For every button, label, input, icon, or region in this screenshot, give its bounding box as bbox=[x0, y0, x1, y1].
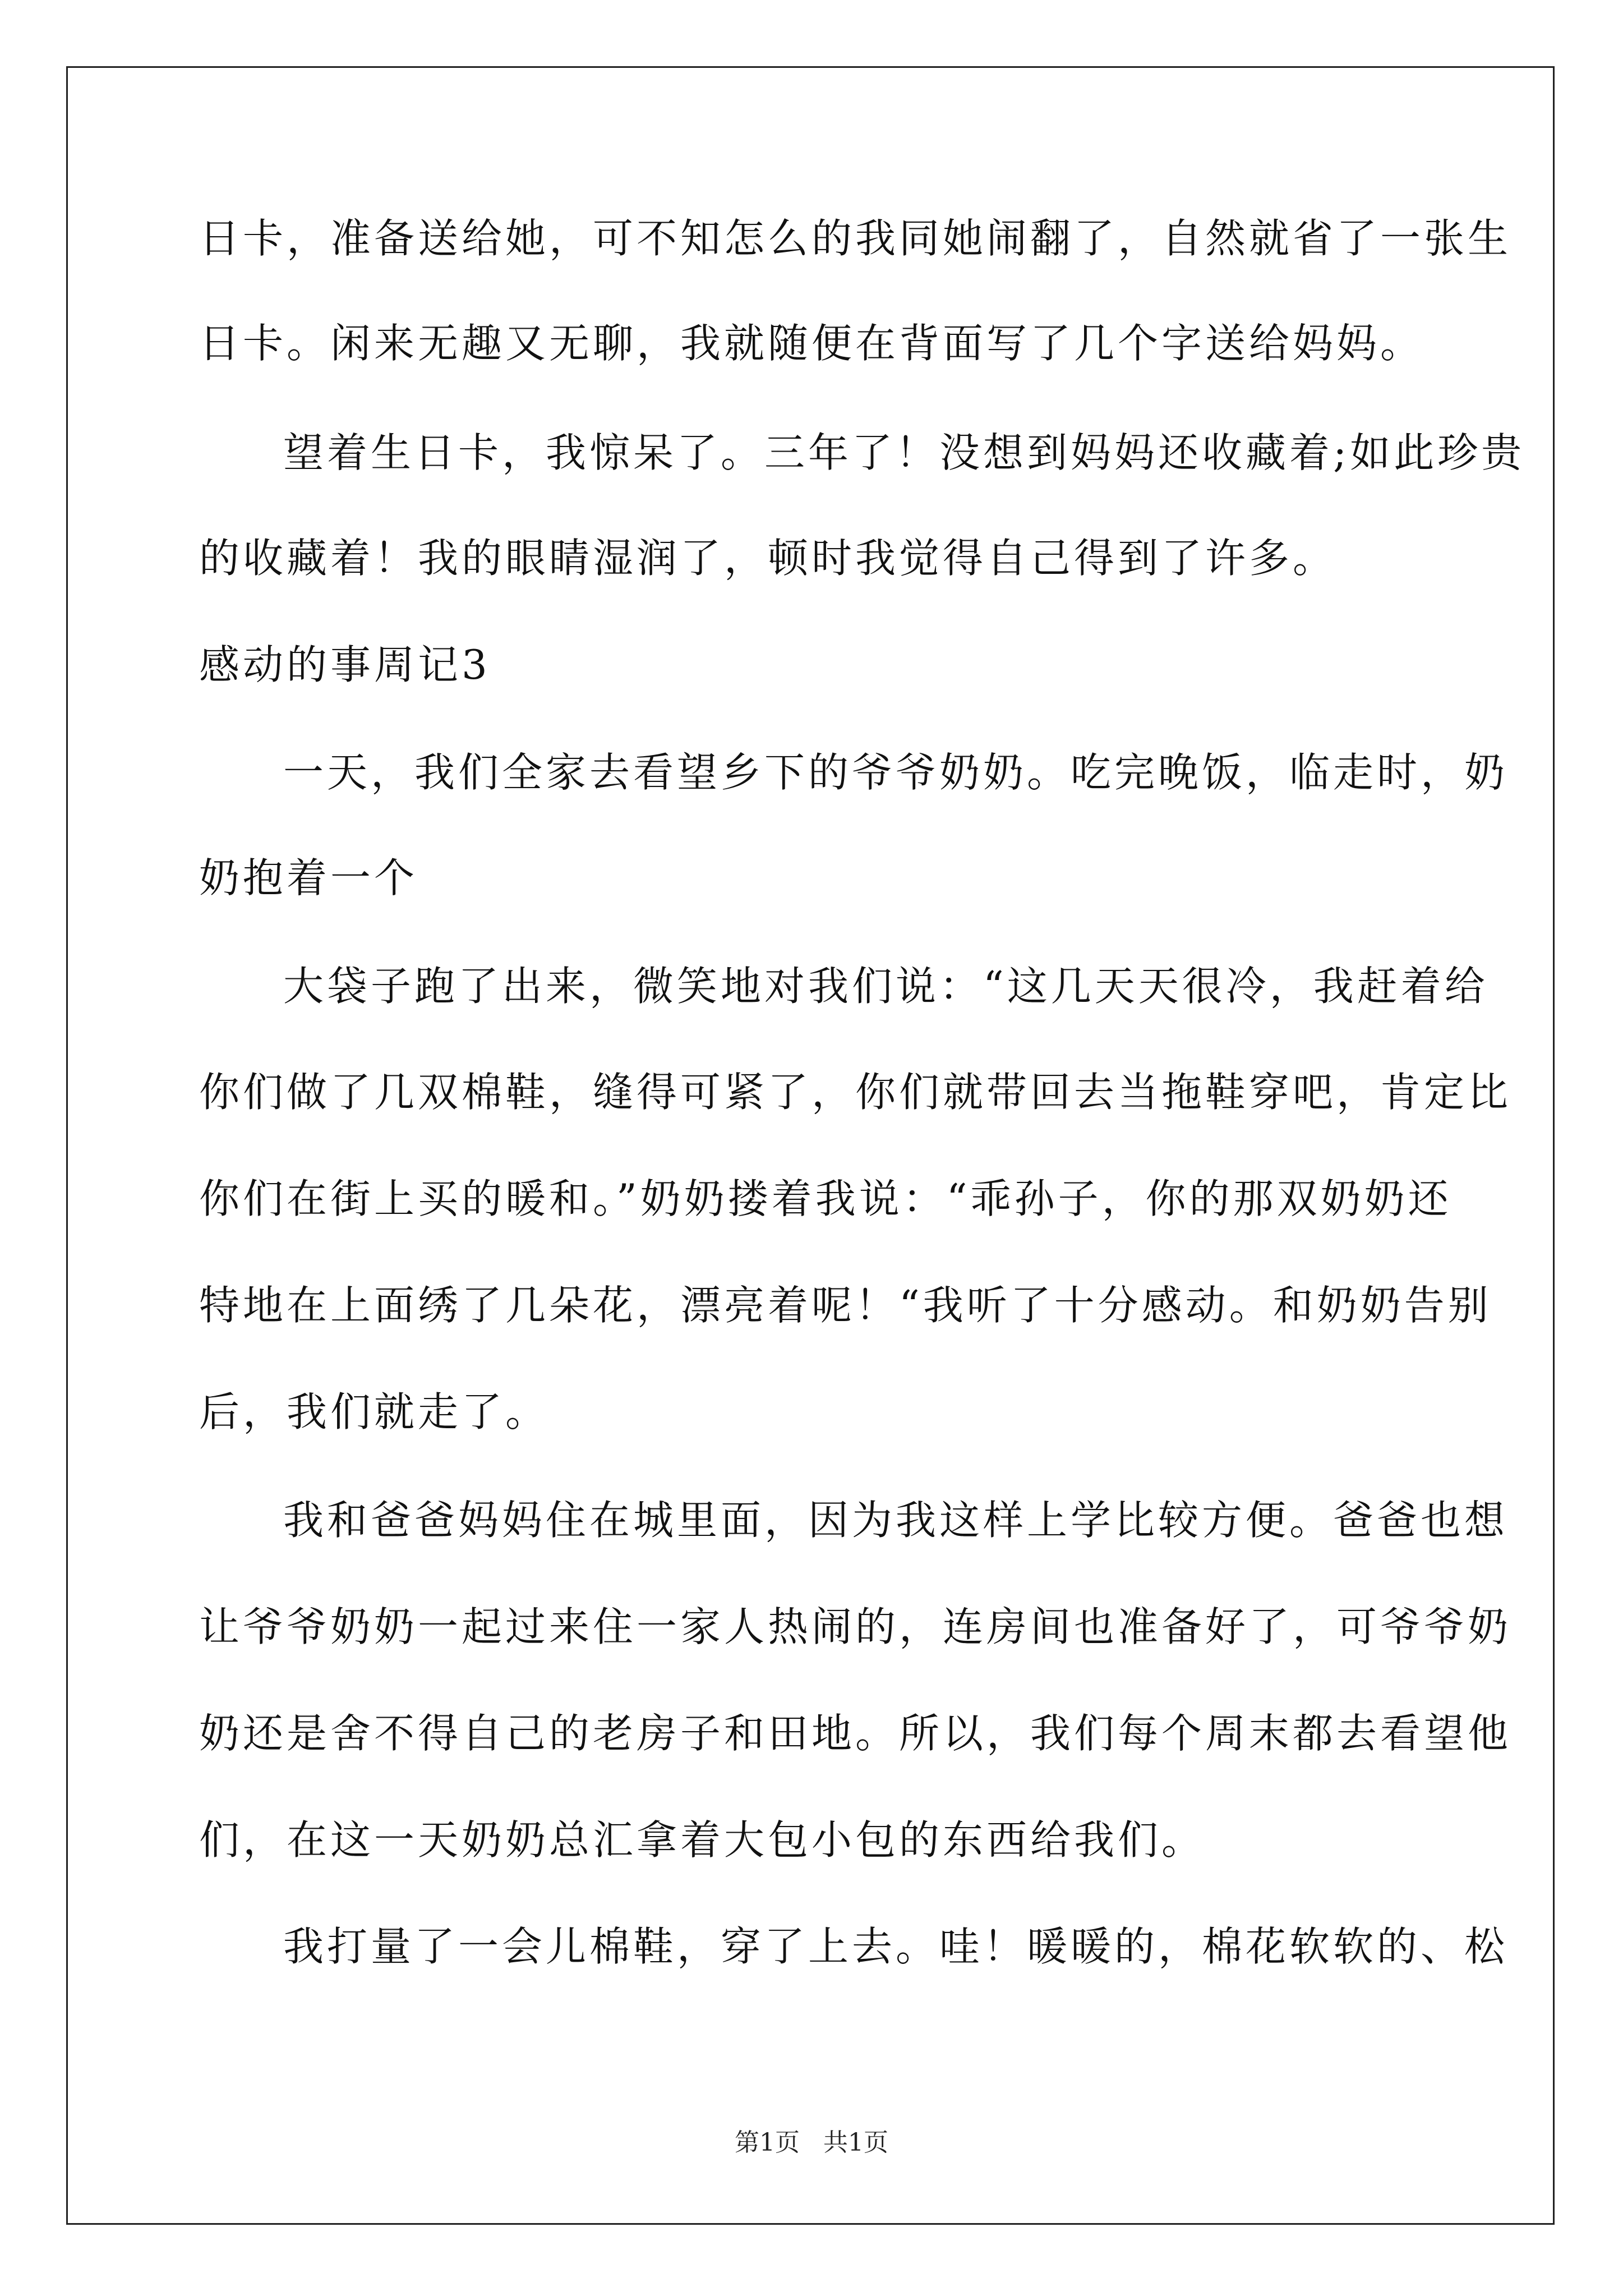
page-number: 第1页 bbox=[735, 2128, 800, 2157]
text-line: 奶还是舍不得自己的老房子和田地。所以，我们每个周末都去看望他 bbox=[199, 1710, 1512, 1757]
text-line: 们，在这一天奶奶总汇拿着大包小包的东西给我们。 bbox=[199, 1816, 1206, 1864]
page-footer bbox=[0, 2126, 1623, 2160]
text-line: 奶抱着一个 bbox=[199, 854, 418, 901]
text-line: 后，我们就走了。 bbox=[199, 1388, 550, 1435]
page-total: 共1页 bbox=[823, 2128, 888, 2157]
paragraph-start-line: 我和爸爸妈妈住在城里面，因为我这样上学比较方便。爸爸也想 bbox=[283, 1497, 1509, 1544]
paragraph-start-line: 大袋子跑了出来，微笑地对我们说：“这几天天很冷，我赶着给 bbox=[283, 963, 1488, 1010]
text-line: 日卡，准备送给她，可不知怎么的我同她闹翻了，自然就省了一张生 bbox=[199, 215, 1512, 262]
text-line: 特地在上面绣了几朵花，漂亮着呢！“我听了十分感动。和奶奶告别 bbox=[199, 1282, 1492, 1329]
paragraph-start-line: 望着生日卡，我惊呆了。三年了！没想到妈妈还收藏着;如此珍贵 bbox=[283, 429, 1525, 476]
page-border bbox=[66, 66, 1555, 2225]
text-line: 日卡。闲来无趣又无聊，我就随便在背面写了几个字送给妈妈。 bbox=[199, 320, 1424, 367]
text-line: 你们在街上买的暖和。”奶奶搂着我说：“乖孙子，你的那双奶奶还 bbox=[199, 1175, 1452, 1222]
text-line: 让爷爷奶奶一起过来住一家人热闹的，连房间也准备好了，可爷爷奶 bbox=[199, 1603, 1512, 1650]
paragraph-start-line: 一天，我们全家去看望乡下的爷爷奶奶。吃完晚饭，临走时，奶 bbox=[283, 749, 1509, 796]
text-line: 的收藏着！我的眼睛湿润了，顿时我觉得自己得到了许多。 bbox=[199, 535, 1337, 582]
text-line: 你们做了几双棉鞋，缝得可紧了，你们就带回去当拖鞋穿吧，肯定比 bbox=[199, 1069, 1512, 1116]
paragraph-start-line: 我打量了一会儿棉鞋，穿了上去。哇！暖暖的，棉花软软的、松 bbox=[283, 1923, 1509, 1970]
section-heading: 感动的事周记3 bbox=[199, 641, 491, 688]
